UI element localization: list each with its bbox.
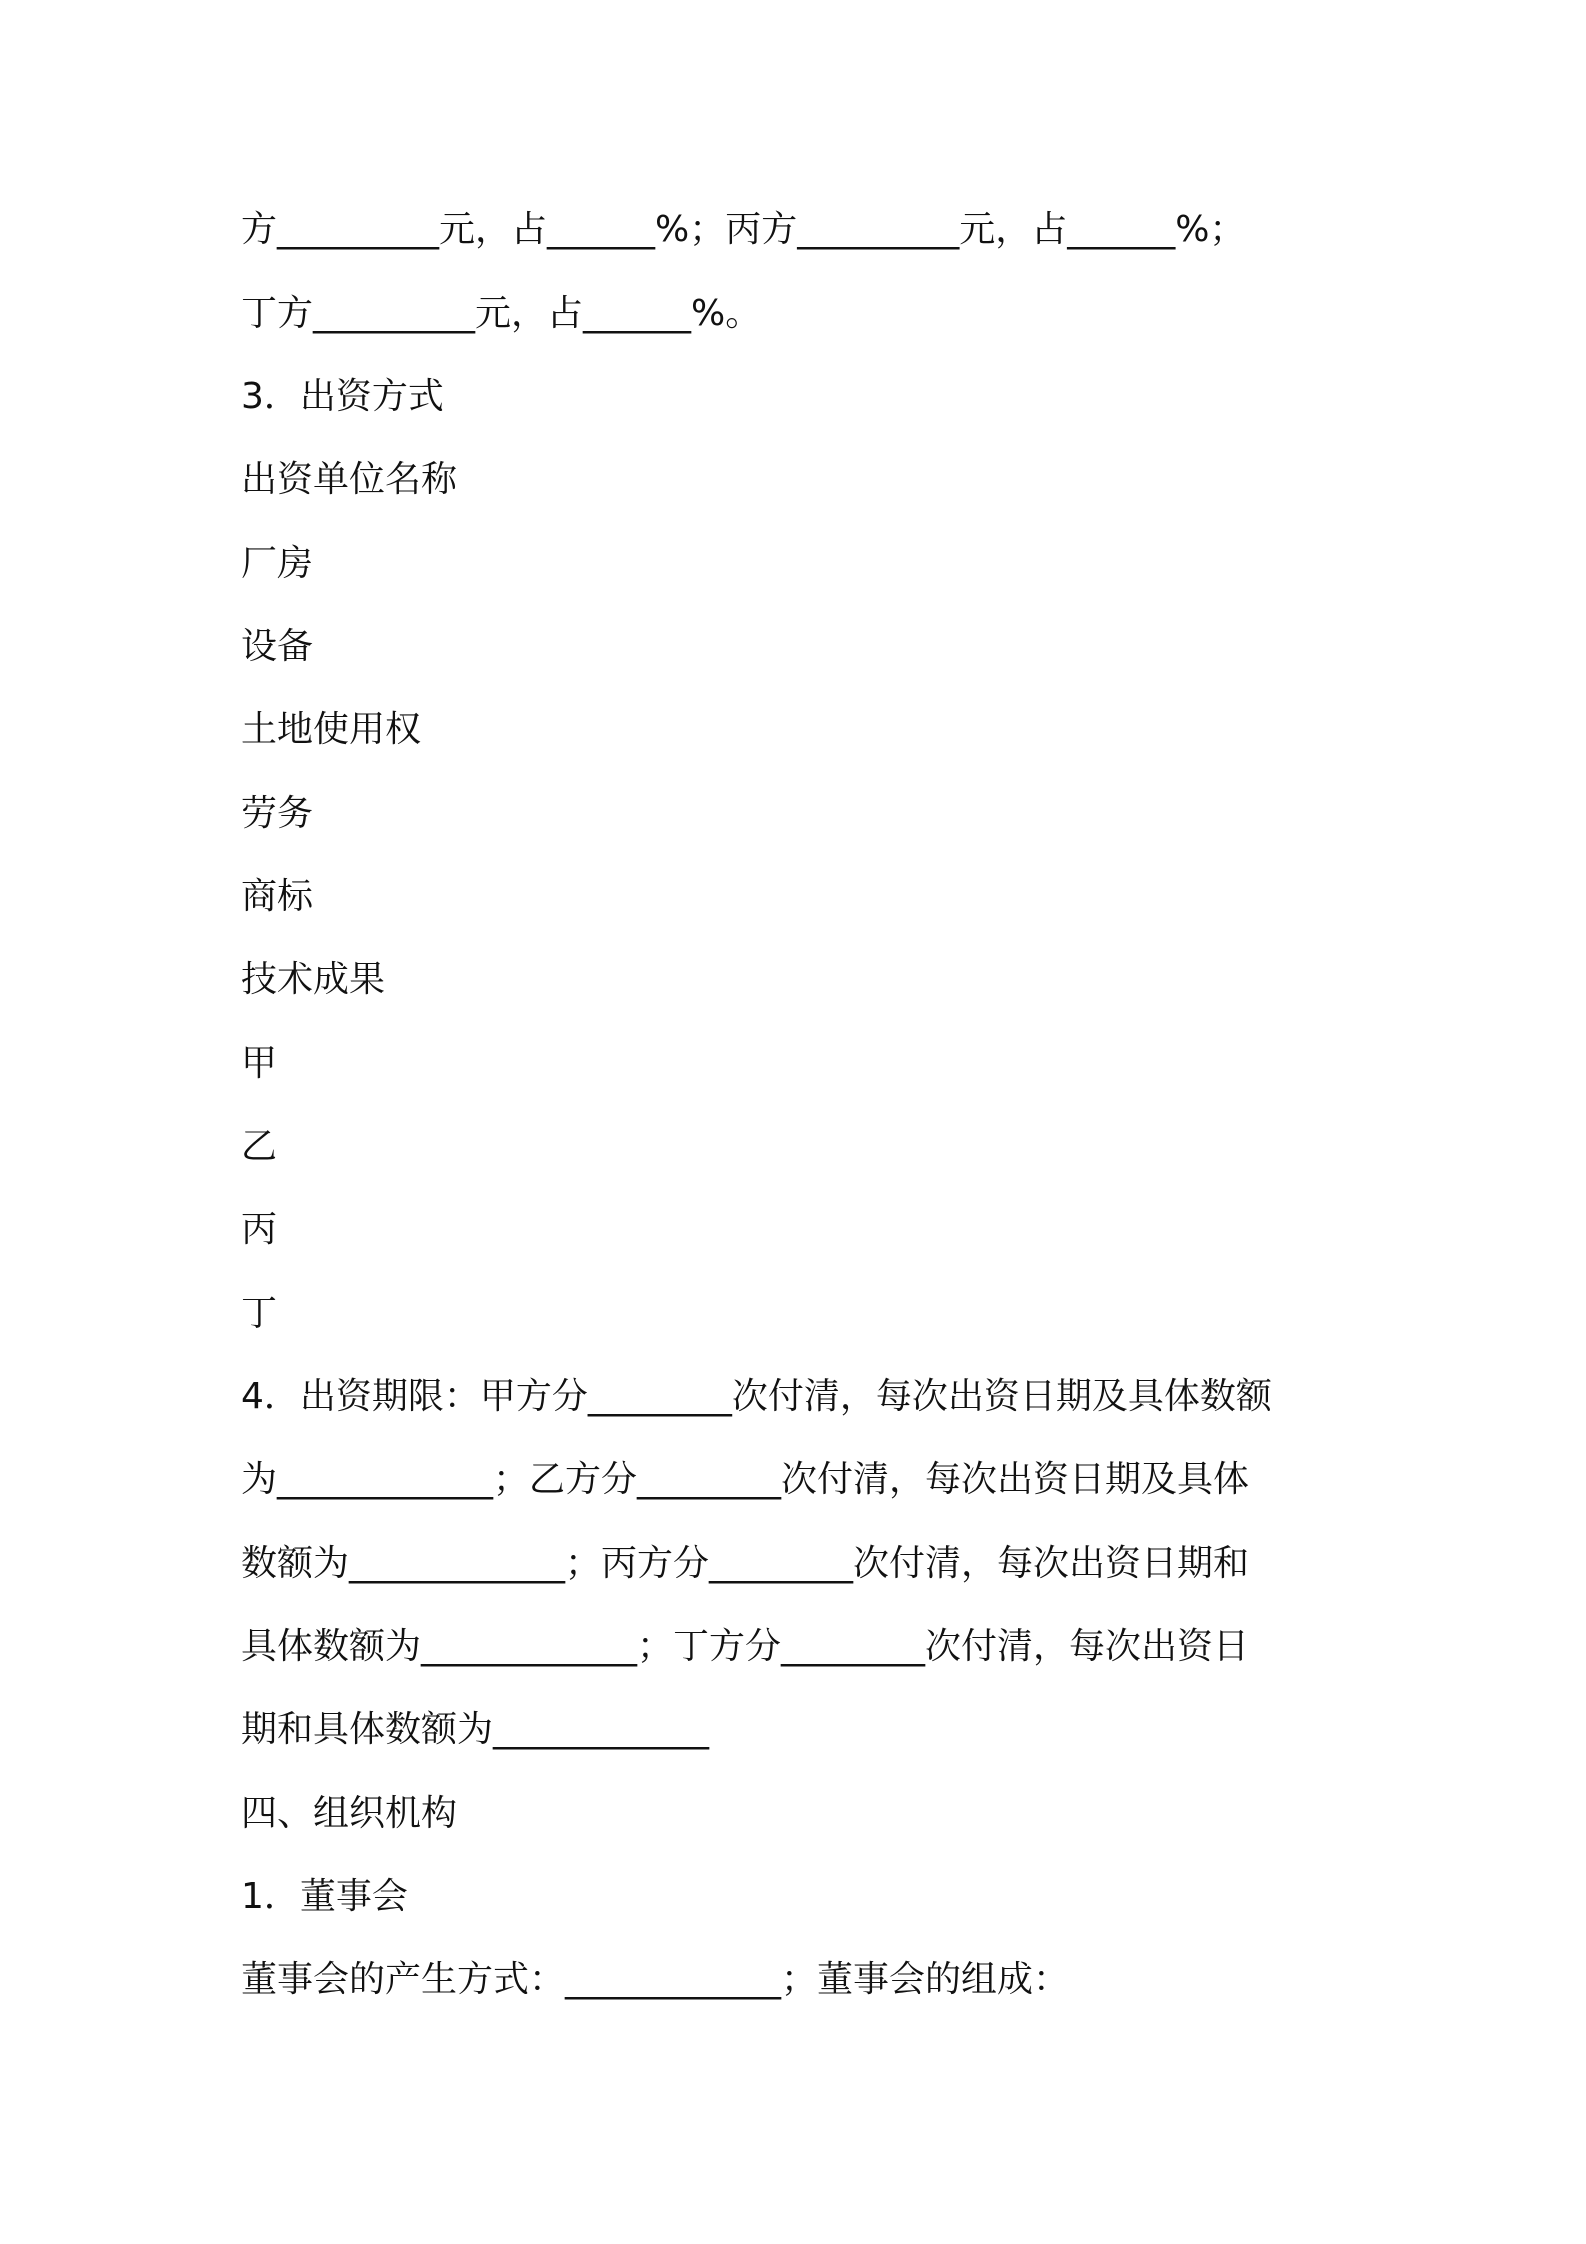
section-heading: 四、组织机构 [241, 1793, 458, 1834]
text-line: 商标 [241, 876, 314, 917]
text-line: 方_________元，占______%；丙方_________元，占______%； [241, 209, 1246, 250]
text-line: 丁方_________元，占______%。 [241, 293, 762, 334]
text-line: 期和具体数额为____________ [241, 1709, 710, 1750]
section-heading: 1．董事会 [241, 1876, 408, 1917]
text-line: 劳务 [241, 793, 314, 834]
text-line: 董事会的产生方式：____________；董事会的组成： [241, 1959, 1070, 2000]
text-line: 乙 [241, 1126, 278, 1167]
text-line: 为____________；乙方分________次付清，每次出资日期及具体 [241, 1459, 1250, 1500]
text-line: 设备 [241, 626, 314, 667]
section-heading: 4．出资期限：甲方分________次付清，每次出资日期及具体数额 [241, 1376, 1272, 1417]
text-line: 具体数额为____________；丁方分________次付清，每次出资日 [241, 1626, 1250, 1667]
text-line: 甲 [241, 1043, 278, 1084]
section-heading: 3．出资方式 [241, 376, 444, 417]
text-line: 厂房 [241, 543, 314, 584]
text-line: 丁 [241, 1293, 278, 1334]
text-line: 丙 [241, 1209, 278, 1250]
text-line: 出资单位名称 [241, 459, 458, 500]
text-line: 土地使用权 [241, 709, 422, 750]
text-line: 数额为____________；丙方分________次付清，每次出资日期和 [241, 1543, 1250, 1584]
text-line: 技术成果 [241, 959, 386, 1000]
